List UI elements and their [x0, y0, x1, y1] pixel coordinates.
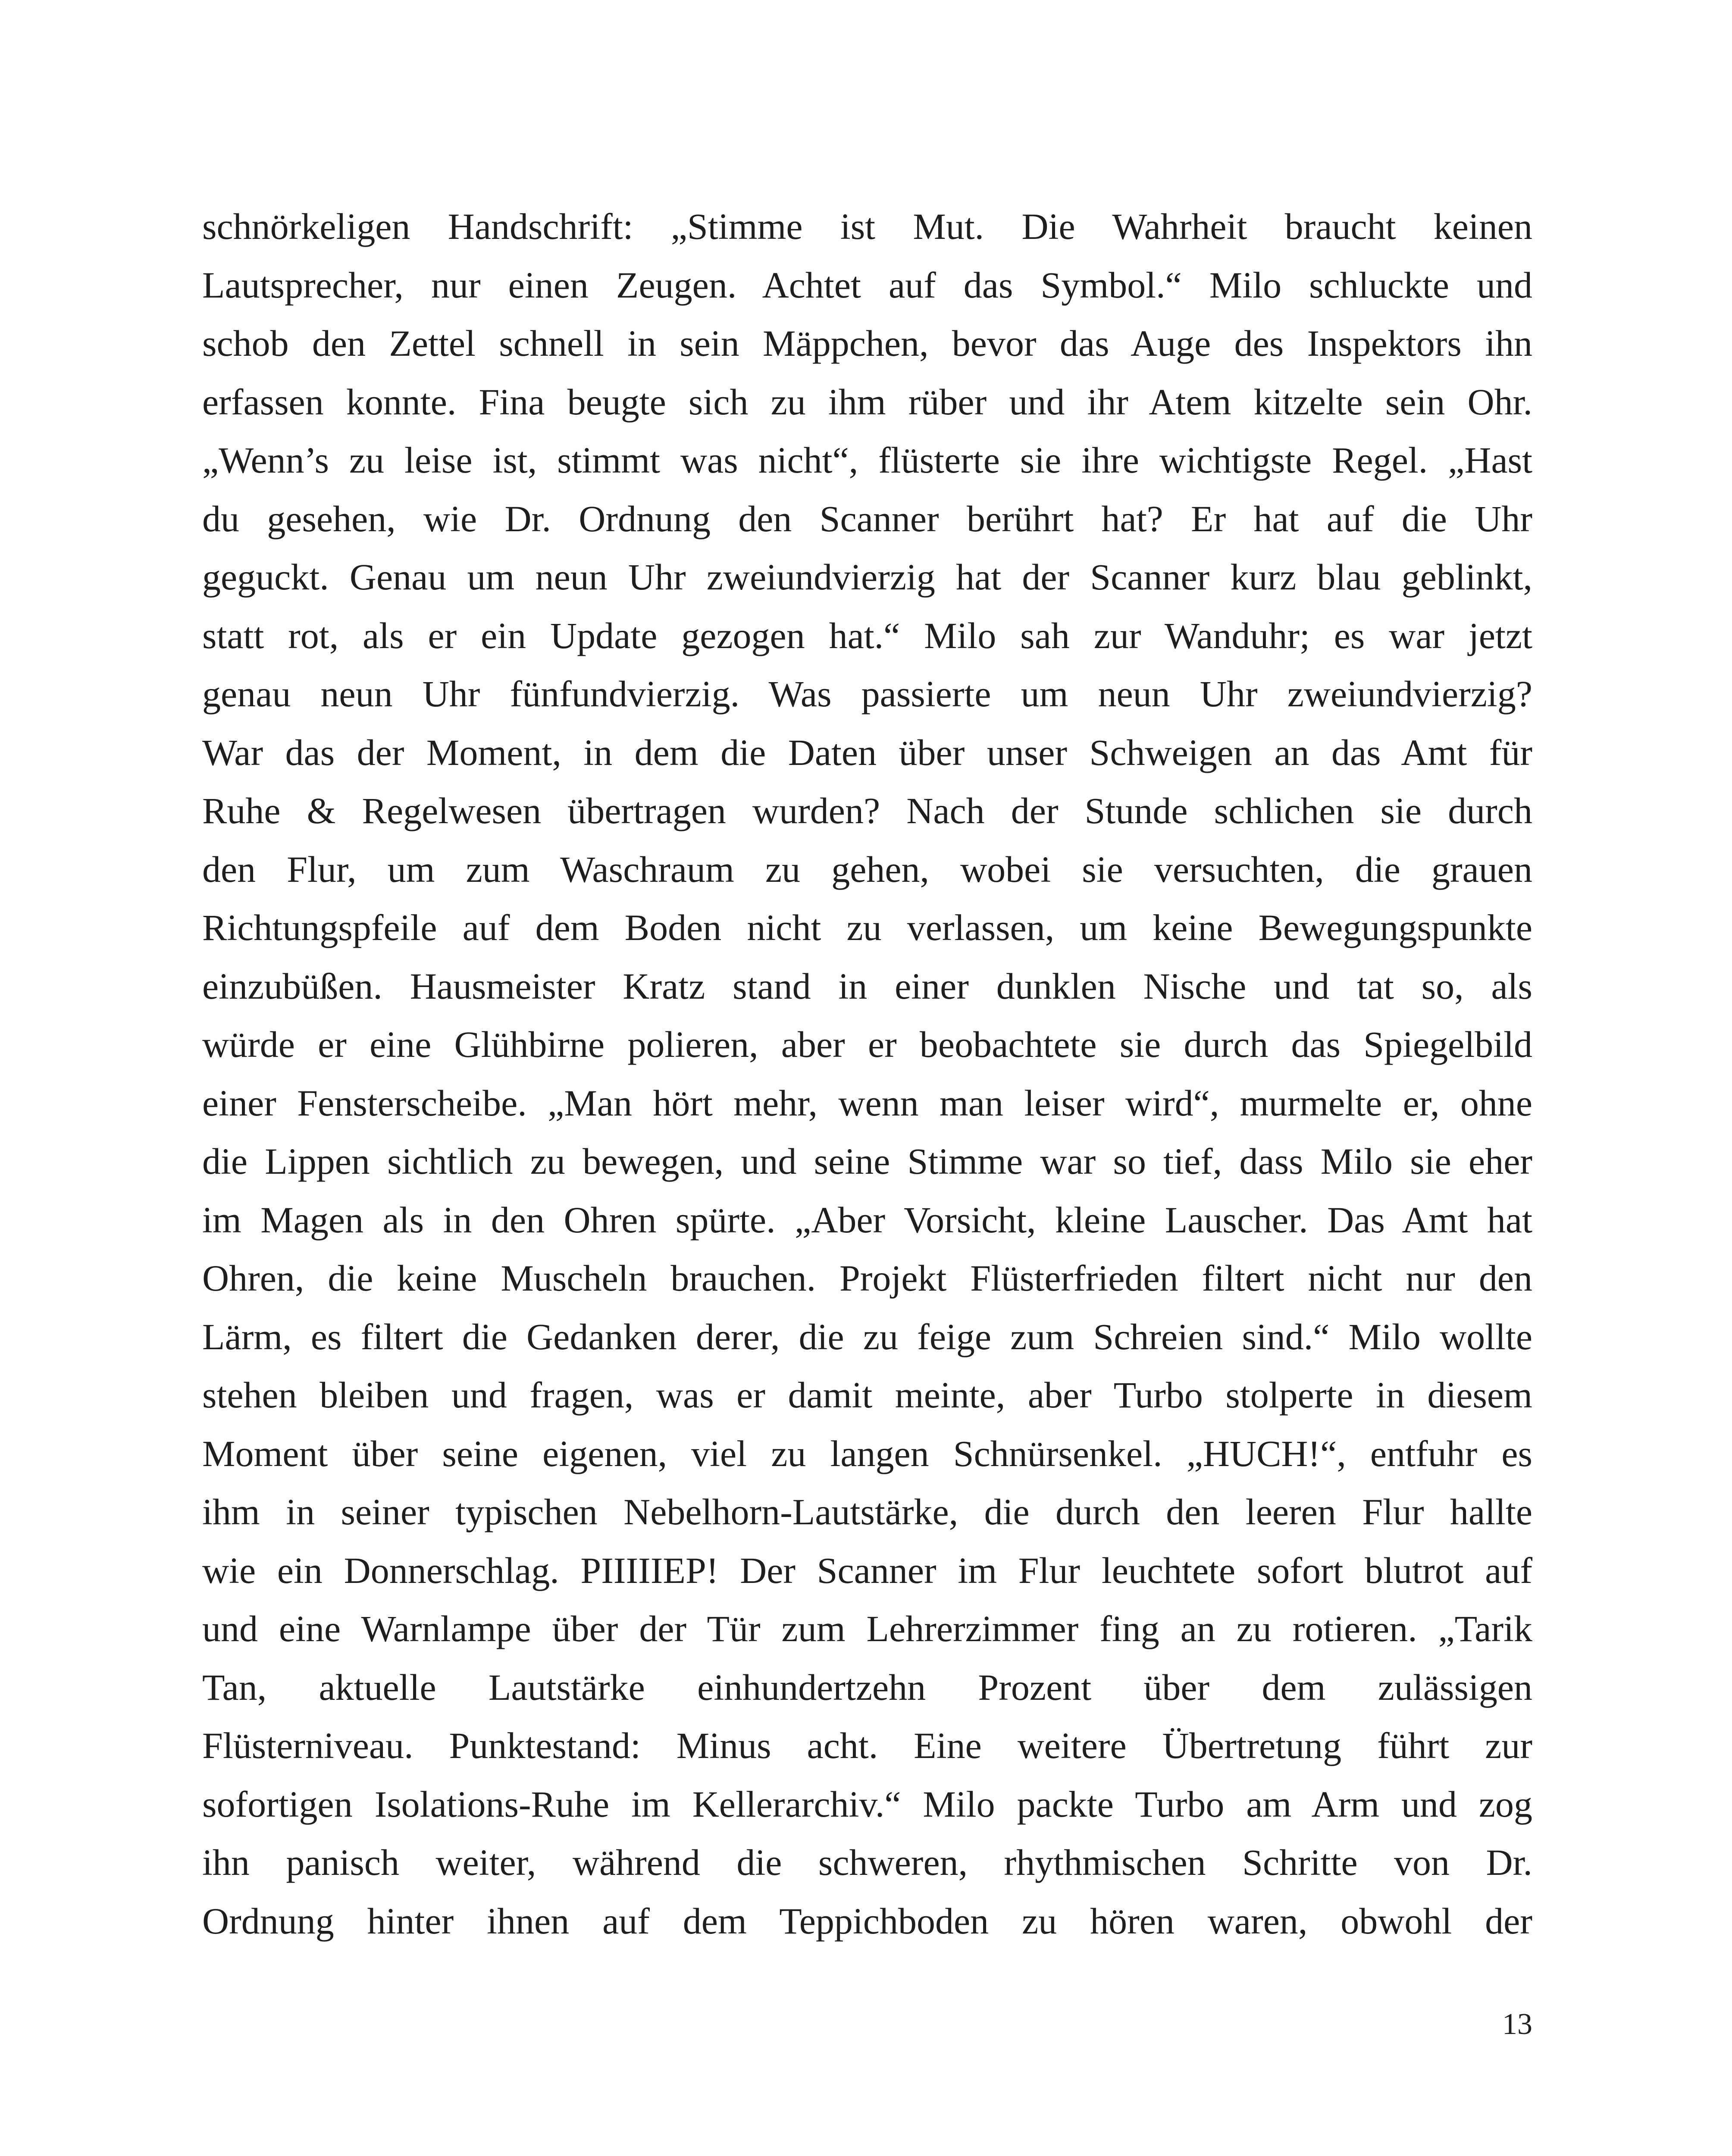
- text-line: schnörkeligen Handschrift: „Stimme ist Mut. Die Wahrheit braucht keinen: [202, 206, 1532, 247]
- text-line: die Lippen sichtlich zu bewegen, und seine Stimme war so tief, dass Milo sie eher: [202, 1141, 1532, 1182]
- text-line: einzubüßen. Hausmeister Kratz stand in einer dunklen Nische und tat so, als: [202, 965, 1532, 1007]
- text-line: ihm in seiner typischen Nebelhorn-Lautstärke, die durch den leeren Flur hallte: [202, 1491, 1532, 1532]
- text-line: geguckt. Genau um neun Uhr zweiundvierzig hat der Scanner kurz blau geblinkt,: [202, 556, 1532, 598]
- text-line: Flüsterniveau. Punktestand: Minus acht. Eine weitere Übertretung führt zur: [202, 1725, 1532, 1766]
- text-line: Lautsprecher, nur einen Zeugen. Achtet auf das Symbol.“ Milo schluckte und: [202, 264, 1532, 306]
- text-line: erfassen konnte. Fina beugte sich zu ihm rüber und ihr Atem kitzelte sein Ohr.: [202, 381, 1532, 423]
- text-line: genau neun Uhr fünfundvierzig. Was passierte um neun Uhr zweiundvierzig?: [202, 673, 1532, 714]
- text-line: Tan, aktuelle Lautstärke einhundertzehn Prozent über dem zulässigen: [202, 1666, 1532, 1708]
- text-line: stehen bleiben und fragen, was er damit meinte, aber Turbo stolperte in diesem: [202, 1374, 1532, 1416]
- text-line: wie ein Donnerschlag. PIIIIIEP! Der Scanner im Flur leuchtete sofort blutrot auf: [202, 1549, 1532, 1591]
- text-line: Lärm, es filtert die Gedanken derer, die zu feige zum Schreien sind.“ Milo wollte: [202, 1316, 1532, 1357]
- text-line: Ohren, die keine Muscheln brauchen. Projekt Flüsterfrieden filtert nicht nur den: [202, 1257, 1532, 1299]
- text-line: im Magen als in den Ohren spürte. „Aber Vorsicht, kleine Lauscher. Das Amt hat: [202, 1199, 1532, 1241]
- page-number: 13: [1502, 2008, 1532, 2041]
- text-line: schob den Zettel schnell in sein Mäppchen, bevor das Auge des Inspektors ihn: [202, 323, 1532, 364]
- text-line: War das der Moment, in dem die Daten über unser Schweigen an das Amt für: [202, 731, 1532, 773]
- text-line: Ordnung hinter ihnen auf dem Teppichboden zu hören waren, obwohl der: [202, 1900, 1532, 1942]
- text-line: Richtungspfeile auf dem Boden nicht zu verlassen, um keine Bewegungspunkte: [202, 907, 1532, 948]
- text-line: ihn panisch weiter, während die schweren, rhythmischen Schritte von Dr.: [202, 1842, 1532, 1883]
- text-line: du gesehen, wie Dr. Ordnung den Scanner berührt hat? Er hat auf die Uhr: [202, 498, 1532, 539]
- body-text: [202, 197, 1532, 1950]
- text-line: statt rot, als er ein Update gezogen hat.“ Milo sah zur Wanduhr; es war jetzt: [202, 614, 1532, 656]
- text-line: und eine Warnlampe über der Tür zum Lehrerzimmer fing an zu rotieren. „Tarik: [202, 1608, 1532, 1649]
- text-line: „Wenn’s zu leise ist, stimmt was nicht“, flüsterte sie ihre wichtigste Regel. „Hast: [202, 439, 1532, 481]
- text-line: den Flur, um zum Waschraum zu gehen, wobei sie versuchten, die grauen: [202, 848, 1532, 890]
- text-line: einer Fensterscheibe. „Man hört mehr, wenn man leiser wird“, murmelte er, ohne: [202, 1082, 1532, 1124]
- text-line: Moment über seine eigenen, viel zu langen Schnürsenkel. „HUCH!“, entfuhr es: [202, 1432, 1532, 1474]
- text-line: sofortigen Isolations-Ruhe im Kellerarchiv.“ Milo packte Turbo am Arm und zog: [202, 1783, 1532, 1825]
- text-line: würde er eine Glühbirne polieren, aber er beobachtete sie durch das Spiegelbild: [202, 1024, 1532, 1065]
- text-line: Ruhe & Regelwesen übertragen wurden? Nach der Stunde schlichen sie durch: [202, 790, 1532, 831]
